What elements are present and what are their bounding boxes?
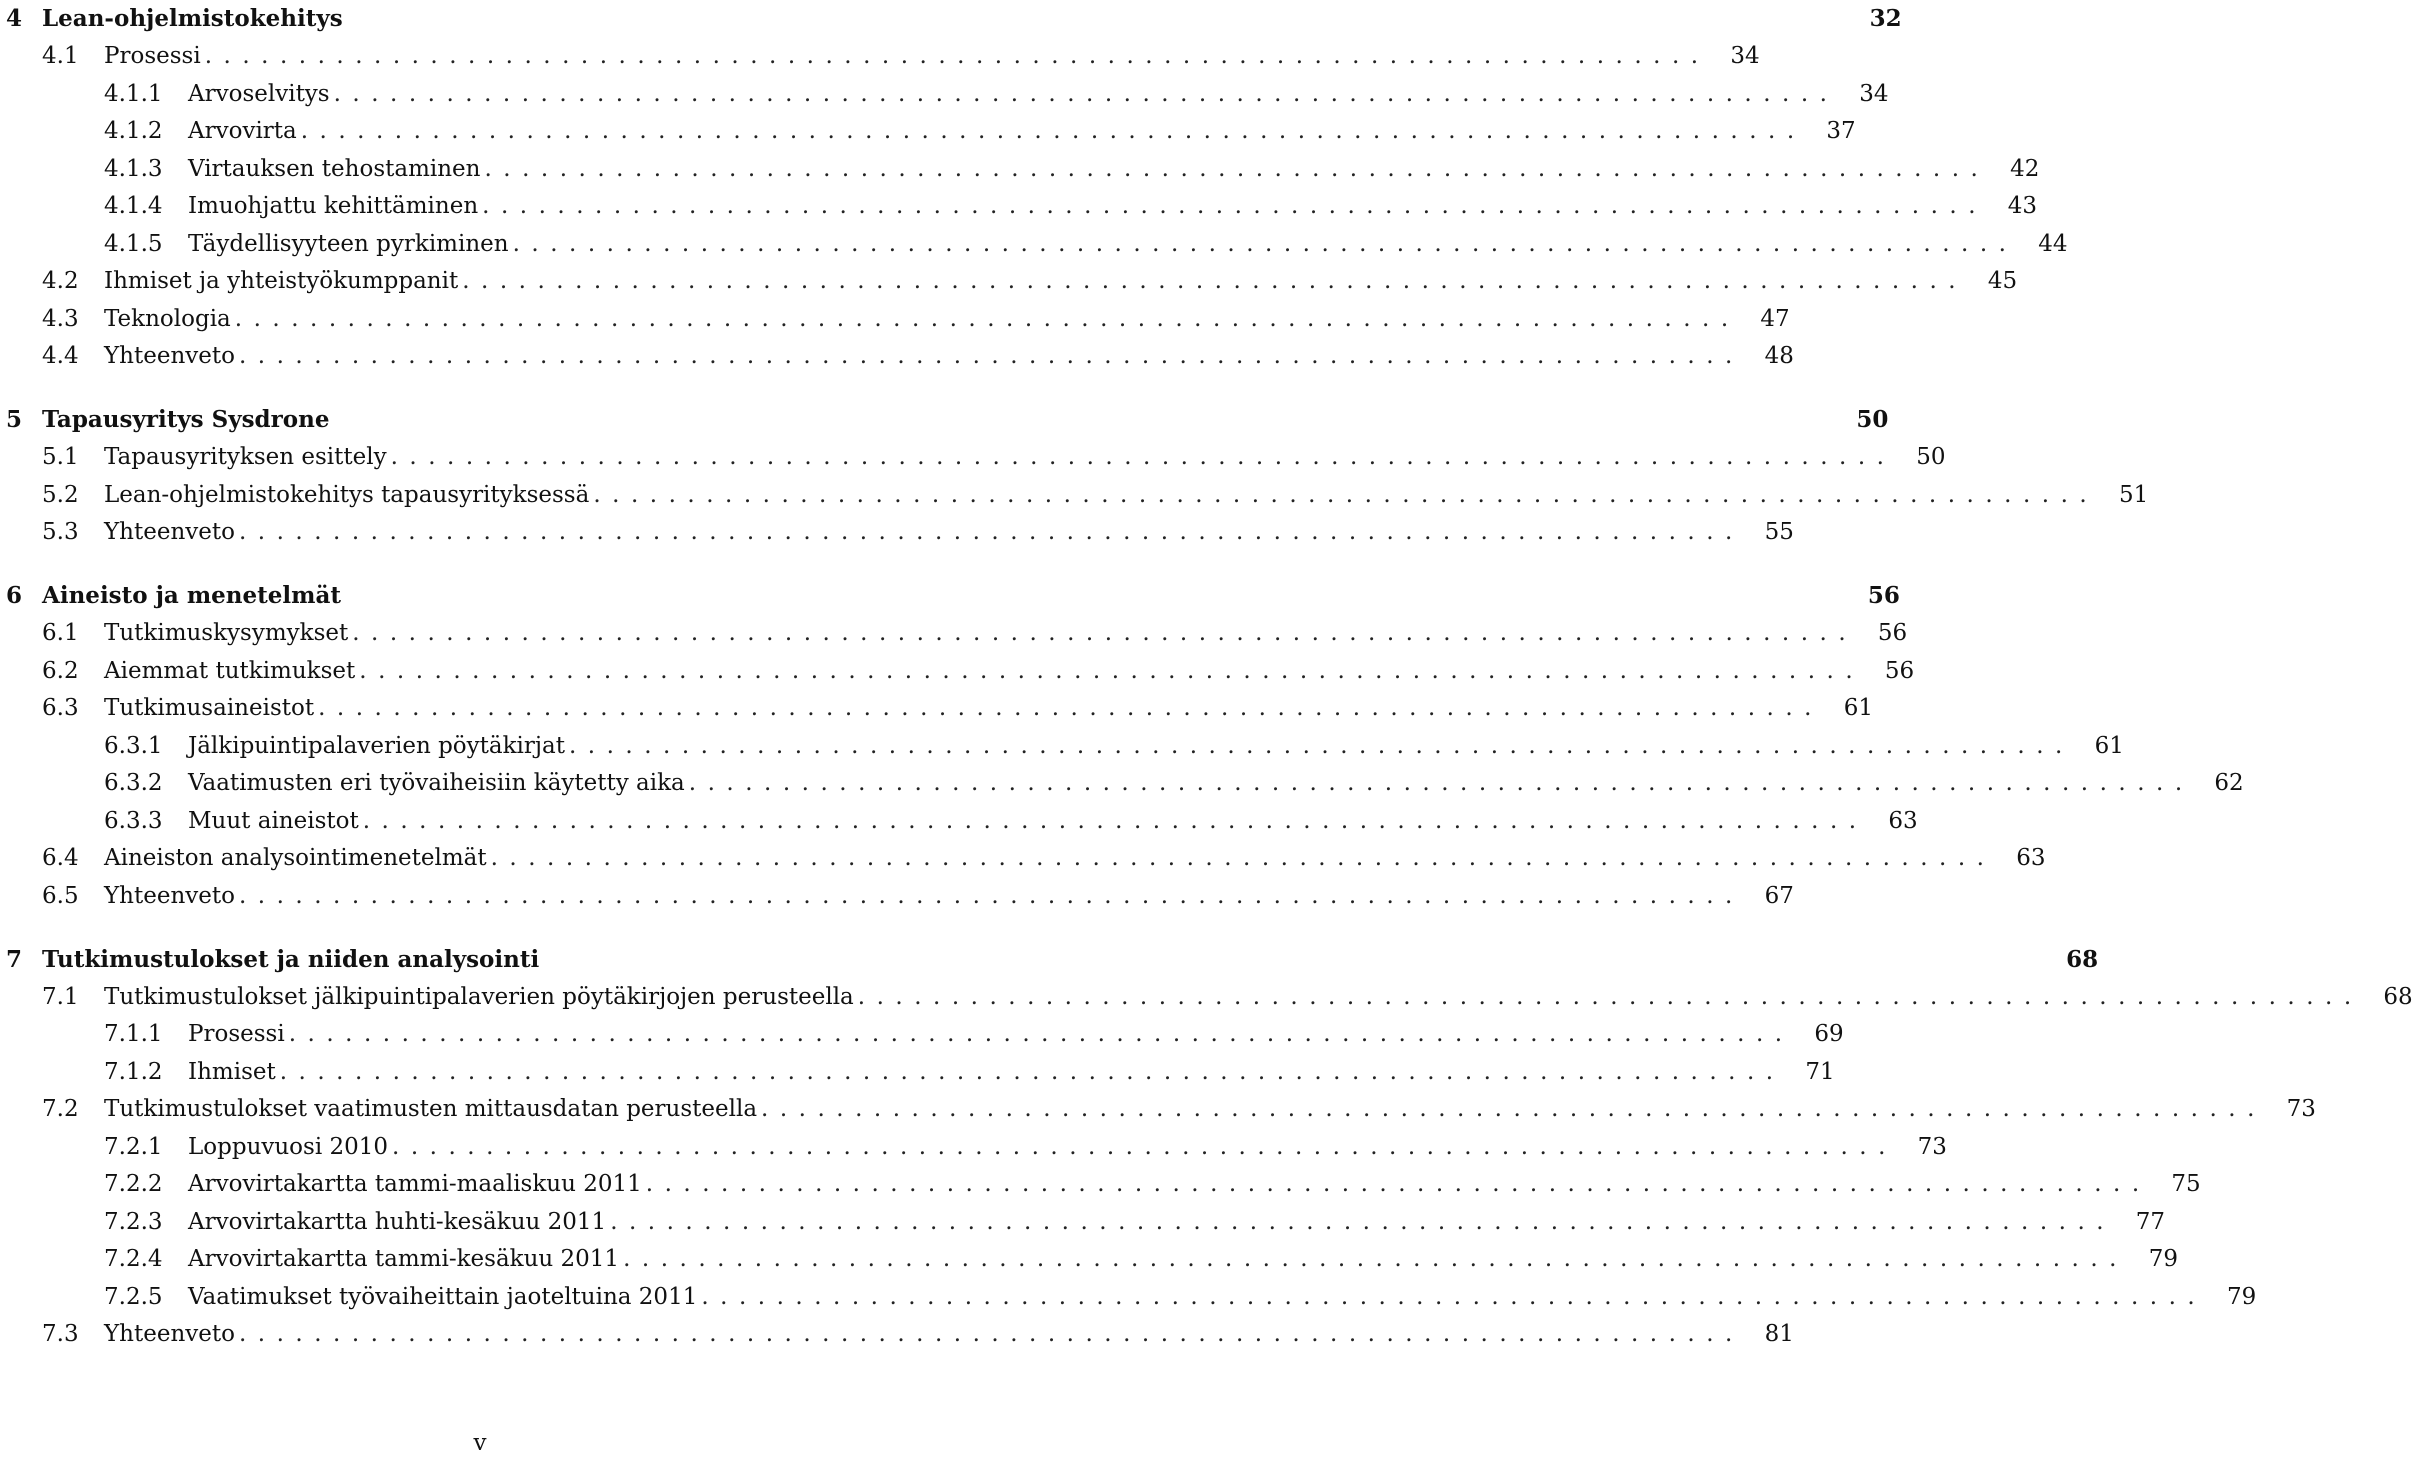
toc-entry-number: 7.1 xyxy=(42,983,79,1010)
toc-entry-page: 56 xyxy=(1877,620,1908,647)
toc-entry-page: 71 xyxy=(1805,1058,1835,1085)
toc-entry-section[interactable] xyxy=(6,652,1915,690)
toc-entry-title: Ihmiset xyxy=(188,1058,276,1085)
toc-entry-title: Muut aineistot xyxy=(188,807,359,834)
toc-entry-section[interactable] xyxy=(6,476,2149,514)
toc-entry-page: 77 xyxy=(2135,1208,2166,1235)
toc-entry-page: 63 xyxy=(2016,845,2046,872)
toc-entry-number: 6.3 xyxy=(42,695,79,722)
toc-entry-page: 51 xyxy=(2118,481,2149,508)
dot-leader: ................................................................................ xyxy=(484,155,1990,182)
dot-leader: ................................................................................ xyxy=(318,695,1823,722)
dot-leader: ................................................................................ xyxy=(204,43,1710,70)
toc-entry-number: 4 xyxy=(6,5,23,33)
toc-entry-section[interactable] xyxy=(6,877,1794,915)
dot-leader: ................................................................................ xyxy=(645,1171,2151,1198)
toc-entry-page: 34 xyxy=(1730,43,1760,70)
toc-entry-number: 7.2.2 xyxy=(104,1171,163,1198)
toc-entry-number: 5 xyxy=(6,406,23,434)
toc-entry-page: 32 xyxy=(1869,5,1902,33)
toc-entry-subsection[interactable] xyxy=(6,188,2038,226)
toc-entry-number: 4.1.4 xyxy=(104,193,163,220)
toc-entry-section[interactable] xyxy=(6,840,2046,878)
toc-entry-page: 67 xyxy=(1764,882,1794,909)
toc-entry-number: 5.3 xyxy=(42,519,79,546)
toc-entry-subsection[interactable] xyxy=(6,1241,2178,1279)
toc-entry-section[interactable] xyxy=(6,1316,1794,1354)
toc-entry-page: 55 xyxy=(1764,519,1794,546)
toc-entry-number: 7.2.5 xyxy=(104,1283,163,1310)
toc-entry-title: Tutkimustulokset jälkipuintipalaverien pöytäkirjojen perusteella xyxy=(104,983,854,1010)
dot-leader: ................................................................................ xyxy=(688,770,2194,797)
toc-entry-number: 6.5 xyxy=(42,882,79,909)
toc-entry-subsection[interactable] xyxy=(6,1166,2201,1204)
toc-entry-section[interactable] xyxy=(6,263,2018,301)
toc-entry-subsection[interactable] xyxy=(6,765,2244,803)
toc-entry-title: Vaatimusten eri työvaiheisiin käytetty aika xyxy=(188,770,685,797)
dot-leader: ................................................................................ xyxy=(593,481,2099,508)
dot-leader: ................................................................................ xyxy=(761,1096,2266,1123)
toc-entry-title: Arvovirtakartta tammi-maaliskuu 2011 xyxy=(188,1171,642,1198)
toc-entry-subsection[interactable] xyxy=(6,1128,1947,1166)
toc-entry-title: Prosessi xyxy=(104,43,201,70)
dot-leader: ................................................................................ xyxy=(857,983,2363,1010)
toc-entry-page: 61 xyxy=(2094,732,2124,759)
toc-entry-title: Lean-ohjelmistokehitys tapausyrityksessä xyxy=(104,481,590,508)
toc-entry-title: Lean-ohjelmistokehitys xyxy=(42,5,343,33)
toc-entry-number: 6.4 xyxy=(42,845,79,872)
toc-entry-title: Yhteenveto xyxy=(104,343,235,370)
toc-entry-section[interactable] xyxy=(6,615,1908,653)
toc-entry-section[interactable] xyxy=(6,38,1760,76)
dot-leader: ................................................................................ xyxy=(623,1246,2128,1273)
toc-entry-title: Tutkimustulokset ja niiden analysointi xyxy=(42,945,540,973)
toc-entry-page: 43 xyxy=(2007,193,2038,220)
toc-entry-number: 4.1.3 xyxy=(104,155,163,182)
toc-entry-number: 7.1.1 xyxy=(104,1021,163,1048)
toc-entry-subsection[interactable] xyxy=(6,150,2040,188)
toc-entry-title: Aiemmat tutkimukset xyxy=(104,657,356,684)
page-number-footer: v xyxy=(473,1430,487,1456)
toc-entry-title: Jälkipuintipalaverien pöytäkirjat xyxy=(188,732,565,759)
toc-entry-number: 7.2 xyxy=(42,1096,79,1123)
dot-leader: ................................................................................ xyxy=(333,80,1839,107)
toc-entry-title: Aineisto ja menetelmät xyxy=(42,582,342,610)
toc-entry-number: 6 xyxy=(6,582,23,610)
toc-entry-subsection[interactable] xyxy=(6,1203,2166,1241)
toc-entry-number: 4.1.5 xyxy=(104,230,163,257)
toc-entry-subsection[interactable] xyxy=(6,1016,1844,1054)
toc-entry-title: Virtauksen tehostaminen xyxy=(188,155,481,182)
toc-entry-page: 75 xyxy=(2171,1171,2201,1198)
toc-entry-title: Aineiston analysointimenetelmät xyxy=(104,845,487,872)
toc-entry-number: 7.2.1 xyxy=(104,1133,163,1160)
table-of-contents xyxy=(6,0,2413,1353)
dot-leader: ................................................................................ xyxy=(352,620,1858,647)
toc-entry-page: 68 xyxy=(2383,983,2413,1010)
toc-entry-chapter[interactable] xyxy=(6,941,2099,979)
toc-entry-page: 56 xyxy=(1884,657,1915,684)
toc-entry-page: 63 xyxy=(1888,807,1918,834)
dot-leader: ................................................................................ xyxy=(234,305,1740,332)
toc-entry-title: Täydellisyyteen pyrkiminen xyxy=(188,230,509,257)
dot-leader: ................................................................................ xyxy=(568,732,2074,759)
toc-entry-page: 47 xyxy=(1760,305,1790,332)
toc-entry-section[interactable] xyxy=(6,1091,2316,1129)
toc-entry-title: Tutkimustulokset vaatimusten mittausdatan perusteella xyxy=(104,1096,758,1123)
toc-entry-page: 56 xyxy=(1867,582,1900,610)
toc-entry-page: 79 xyxy=(2148,1246,2178,1273)
toc-entry-page: 73 xyxy=(1917,1133,1947,1160)
toc-entry-subsection[interactable] xyxy=(6,113,1856,151)
toc-entry-number: 6.2 xyxy=(42,657,79,684)
toc-entry-page: 42 xyxy=(2010,155,2040,182)
toc-entry-page: 79 xyxy=(2226,1283,2257,1310)
toc-entry-number: 4.2 xyxy=(42,268,79,295)
toc-entry-subsection[interactable] xyxy=(6,727,2124,765)
toc-entry-chapter[interactable] xyxy=(6,0,1902,38)
dot-leader: ................................................................................ xyxy=(238,343,1744,370)
toc-entry-section[interactable] xyxy=(6,978,2413,1016)
toc-entry-page: 68 xyxy=(2066,945,2099,973)
toc-entry-number: 6.3.1 xyxy=(104,732,163,759)
toc-entry-title: Teknologia xyxy=(104,305,231,332)
toc-entry-chapter[interactable] xyxy=(6,401,1889,439)
toc-entry-title: Tapausyritys Sysdrone xyxy=(42,406,330,434)
toc-entry-title: Tutkimusaineistot xyxy=(104,695,315,722)
dot-leader: ................................................................................ xyxy=(238,1321,1744,1348)
toc-entry-page: 48 xyxy=(1764,343,1794,370)
dot-leader: ................................................................................ xyxy=(610,1208,2116,1235)
dot-leader: ................................................................................ xyxy=(362,807,1868,834)
dot-leader: ................................................................................ xyxy=(359,657,1865,684)
toc-entry-page: 73 xyxy=(2286,1096,2316,1123)
toc-entry-title: Yhteenveto xyxy=(104,519,235,546)
dot-leader: ................................................................................ xyxy=(238,882,1744,909)
toc-entry-section[interactable] xyxy=(6,300,1790,338)
toc-entry-page: 62 xyxy=(2214,770,2244,797)
toc-entry-number: 7.3 xyxy=(42,1321,79,1348)
toc-entry-number: 4.4 xyxy=(42,343,79,370)
toc-entry-number: 4.1.2 xyxy=(104,118,163,145)
toc-entry-number: 6.1 xyxy=(42,620,79,647)
toc-entry-title: Arvovirtakartta tammi-kesäkuu 2011 xyxy=(188,1246,620,1273)
toc-entry-number: 5.1 xyxy=(42,444,79,471)
toc-entry-subsection[interactable] xyxy=(6,802,1918,840)
toc-entry-number: 6.3.2 xyxy=(104,770,163,797)
toc-entry-title: Arvoselvitys xyxy=(188,80,330,107)
toc-entry-page: 50 xyxy=(1916,444,1946,471)
toc-entry-title: Prosessi xyxy=(188,1021,285,1048)
dot-leader: ................................................................................ xyxy=(300,118,1806,145)
toc-entry-page: 44 xyxy=(2038,230,2068,257)
toc-entry-number: 7 xyxy=(6,945,23,973)
dot-leader: ................................................................................ xyxy=(390,444,1896,471)
toc-entry-section[interactable] xyxy=(6,690,1873,728)
dot-leader: ................................................................................ xyxy=(279,1058,1785,1085)
toc-entry-subsection[interactable] xyxy=(6,1053,1835,1091)
toc-entry-number: 4.3 xyxy=(42,305,79,332)
toc-entry-page: 37 xyxy=(1826,118,1856,145)
toc-entry-page: 61 xyxy=(1843,695,1873,722)
toc-entry-chapter[interactable] xyxy=(6,577,1900,615)
toc-entry-number: 7.1.2 xyxy=(104,1058,163,1085)
toc-entry-subsection[interactable] xyxy=(6,1278,2257,1316)
toc-entry-page: 50 xyxy=(1856,406,1889,434)
toc-entry-subsection[interactable] xyxy=(6,225,2068,263)
toc-entry-section[interactable] xyxy=(6,439,1946,477)
toc-entry-number: 7.2.4 xyxy=(104,1246,163,1273)
toc-entry-title: Arvovirtakartta huhti-kesäkuu 2011 xyxy=(188,1208,607,1235)
toc-entry-title: Loppuvuosi 2010 xyxy=(188,1133,389,1160)
dot-leader: ................................................................................ xyxy=(701,1283,2207,1310)
toc-entry-number: 7.2.3 xyxy=(104,1208,163,1235)
dot-leader: ................................................................................ xyxy=(482,193,1988,220)
toc-entry-title: Yhteenveto xyxy=(104,1321,235,1348)
toc-entry-page: 69 xyxy=(1814,1021,1844,1048)
toc-entry-number: 6.3.3 xyxy=(104,807,163,834)
toc-entry-title: Tutkimuskysymykset xyxy=(104,620,349,647)
toc-entry-page: 34 xyxy=(1859,80,1889,107)
toc-entry-title: Ihmiset ja yhteistyökumppanit xyxy=(104,268,459,295)
toc-entry-subsection[interactable] xyxy=(6,75,1889,113)
toc-entry-number: 4.1.1 xyxy=(104,80,163,107)
toc-entry-page: 45 xyxy=(1987,268,2018,295)
dot-leader: ................................................................................ xyxy=(462,268,1968,295)
toc-entry-section[interactable] xyxy=(6,514,1794,552)
toc-entry-title: Imuohjattu kehittäminen xyxy=(188,193,479,220)
toc-entry-page: 81 xyxy=(1764,1321,1794,1348)
dot-leader: ................................................................................ xyxy=(238,519,1744,546)
toc-entry-number: 5.2 xyxy=(42,481,79,508)
dot-leader: ................................................................................ xyxy=(512,230,2018,257)
toc-entry-number: 4.1 xyxy=(42,43,79,70)
toc-entry-title: Vaatimukset työvaiheittain jaoteltuina 2011 xyxy=(188,1283,698,1310)
dot-leader: ................................................................................ xyxy=(490,845,1996,872)
toc-entry-title: Tapausyrityksen esittely xyxy=(104,444,387,471)
toc-entry-section[interactable] xyxy=(6,338,1794,376)
dot-leader: ................................................................................ xyxy=(288,1021,1794,1048)
toc-entry-title: Arvovirta xyxy=(188,118,297,145)
toc-entry-title: Yhteenveto xyxy=(104,882,235,909)
dot-leader: ................................................................................ xyxy=(392,1133,1897,1160)
